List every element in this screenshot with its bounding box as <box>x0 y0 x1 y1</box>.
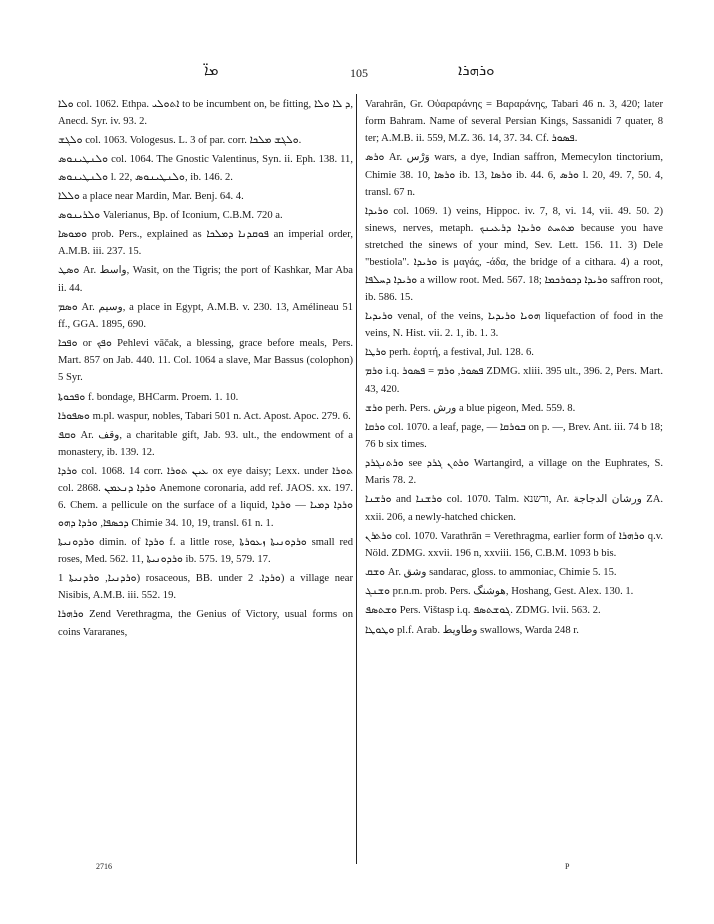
dictionary-entry: ܘܪܕܐ col. 1068. 14 corr. ܥܝܢ ܬܘܪܐ ox eye daisy; Lexx. under ܬܘܪܐ col. 2868. ܘܪܕܐ ܕܢܥܡܢ Anemone coronaria, add ref. JAOS. xx. 197. 6. Chem. a pellicule on the surface of a liquid, ܘܪܕܐ ܕܡܝܐ — ܘܪܕܐ ܕܟܣܦܐ, ܘܪܕܐ ܕܗܘ Chimie 34. 10, 19, transl. 61 n. 1. <box>58 466 353 529</box>
dictionary-entry: ܘܪܕܘܢܝܬܐ dimin. of ܘܪܕܐ f. a little rose, ܘܪܕܘܢܝܬܐ ܙܥܘܪܬܐ small red roses, Med. 562. 11, ܘܪܕܘܢܝܬܐ ib. 575. 19, 579. 17. <box>58 536 354 565</box>
dictionary-entry: ܘܛܘܛܐ pl.f. Arab. وطاويط swallows, Warda 248 r. <box>365 624 579 636</box>
dictionary-entry: ܘܣܛ Ar. واسط, Wasit, on the Tigris; the port of Kashkar, Mar Aba ii. 44. <box>58 265 353 294</box>
dictionary-entry: ܘܣܡ Ar. وسيم, a place in Egypt, A.M.B. v. 230. 13, Amélineau 51 ff., GGA. 1895, 690. <box>58 301 353 330</box>
dictionary-entry: ܘܪܗܪܐ Zend Verethragma, the Genius of Victory, usual forms on coins Vararanes, <box>58 609 353 638</box>
dictionary-entry: ܘܪܕܢܝܐ, ܘܪܕܢܝܬܐ 1) rosaceous, BB. under ܘܪܕܐ. 2) a village near Nisibis, A.M.B. iii. 552. 19. <box>58 573 353 602</box>
right-column <box>365 96 663 641</box>
signature-mark: 2716 <box>96 862 112 871</box>
dictionary-entry: ܘܪܣ Ar. وَرْس wars, a dye, Indian saffron, Memecylon tinctorium, Chimie 38. 10, ܘܪܣܐ ib. 13, ܘܪܣܐ ib. 44. 6, ܘܪܣ l. 20, 49. 7, 50. 4, transl. 67 n. <box>365 152 663 198</box>
dictionary-entry: ܘܣܦܘܪܐ m.pl. waspur, nobles, Tabari 501 n. Act. Apost. Apoc. 279. 6. <box>58 410 351 422</box>
dictionary-entry: ܘܡܘܣܐ prob. Pers., explained as ܦܘܩܕܢܐ ܕܡܠܟܐ an imperial order, A.M.B. iii. 237. 15. <box>58 229 353 258</box>
dictionary-entry: ܘܪܝܕܐ col. 1069. 1) veins, Hippoc. iv. 7, 8, vi. 14, vii. 49. 50. 2) sinews, nerves, metaph. ܡܬܚܬ ܘܪܝܕܐ ܕܪܥܝܢܟ because you have stretched the sinews of your mind, Sev. Lett. 156. 11. 3) Dele "bestiola". ܘܪܝܕܐ is μαγάς, -άδα, the bridge of a cithara. 4) a root, ܘܪܝܕܐ ܕܚܠܦܐ a willow root. Med. 567. 18; ܘܪܝܕܐ ܕܟܘܪܟܡܐ saffron root, ib. 586. 15. <box>365 205 664 303</box>
dictionary-entry: ܘܫܢܓ pr.n.m. prob. Pers. هوشنگ, Hoshang, Gest. Alex. 130. 1. <box>365 586 634 598</box>
dictionary-entry: ܘܫܩ Ar. وشق sandarac, gloss. to ammoniac, Chimie 5. 15. <box>365 567 617 579</box>
dictionary-entry: ܘܪܝܕܝܐ venal, of the veins, ܗܘܝܐ ܘܪܝܕܝܐ liquefaction of food in the veins, N. Hist. vii. 2. 1, ib. 1. 3. <box>365 310 664 340</box>
column-divider <box>356 94 357 864</box>
left-column <box>58 96 353 643</box>
dictionary-entry: ܘܦܟܐ or ܘܦܟ Pehlevi vāčak, a blessing, grace before meals, Pers. Mart. 857 on Jab. 440. 11. Col. 1064 a slave, Mar Bassus (colophon) 5 Syr. <box>58 338 353 384</box>
dictionary-entry: ܘܪܬܪܢ col. 1070. Varathrān = Verethragma, earlier form of ܘܪܗܪܐ q.v. Nöld. ZDMG. xxvii. 196 n, xxviii. 156, C.B.M. 1093 b bis. <box>365 530 663 559</box>
header-right-word: ܘܪܗܪܐ <box>458 63 495 79</box>
dictionary-entry: ܘܫܬܣܦ Pers. Vištasp i.q. ܓܘܫܬܣܦ. ZDMG. lvii. 563. 2. <box>365 605 601 617</box>
dictionary-entry: ܘܪܬܢܓܪܕ see ܘܪܬܢ ܓܪܕ Wartangird, a village on the Euphrates, S. Maris 78. 2. <box>365 458 663 487</box>
header-left-word: ܡܐ̈ <box>204 63 219 79</box>
dictionary-entry: ܘܪܫ perh. Pers. ورش a blue pigeon, Med. 559. 8. <box>365 402 576 414</box>
dictionary-entry: ܘܪܫܢܐ and ܘܪܫܢܐ col. 1070. Talm. ורשנא, Ar. ورشان الدجاجة ZA. xxii. 206, a newly-hatched chicken. <box>365 494 664 523</box>
dictionary-entry: ܘܪܩܐ col. 1070. a leaf, page, — ܒܘܪܩܐ on p. —, Brev. Ant. iii. 74 b 18; 76 b six times. <box>365 421 664 450</box>
dictionary-entry: ܘܠܐ col. 1062. Ethpa. ܐܬܘܠܝ to be incumbent on, be fitting, ܕ ܠܐ ܘܠܐ, Anecd. Syr. iv. 93. 2. <box>58 99 354 128</box>
dictionary-entry: ܘܠܪܝܢܘܣ Valerianus, Bp. of Iconium, C.B.M. 720 a. <box>58 209 283 221</box>
dictionary-entry: ܘܦܟܘܬܐ f. bondage, BHCarm. Proem. 1. 10. <box>58 391 239 403</box>
dictionary-entry: ܘܠܠܐ a place near Mardin, Mar. Benj. 64. 4. <box>58 190 244 202</box>
dictionary-entry: ܘܪܡ i.q. ܦܣܘܪ, ܘܪܡ = ܦܣܘܪ ZDMG. xliii. 395 ult., 396. 2, Pers. Mart. 43, 420. <box>365 366 663 395</box>
dictionary-entry: ܘܠܢܛܝܢܘܣ col. 1064. The Gnostic Valentinus, Syn. ii. Eph. 138. 11, ܘܠܢܛܝܢܘܣ l. 22, ܘܠܢܛܝܢܘܣ, ib. 146. 2. <box>58 154 353 183</box>
dictionary-entry: ܘܠܓܫ col. 1063. Vologesus. L. 3 of par. corr. ܘܠܓܫ ܡܠܟܐ. <box>58 135 302 147</box>
signature-letter: P <box>565 862 570 871</box>
page-number: 105 <box>350 66 368 80</box>
dictionary-entry: ܘܩܦ Ar. وقف, a charitable gift, Jab. 93. ult., the endowment of a monastery, ib. 139. 12. <box>58 429 354 458</box>
dictionary-entry: Varahrān, Gr. Οὐαραράνης = Βαραράνης, Tabari 46 n. 3, 420; later form Bahram. Name of several Persian Kings, Sassanidi 7 quater, 8 ter; A.M.B. ii. 559, M.Z. 36. 14, 37. 34. Cf. ܦܣܘܪ. <box>365 99 663 145</box>
dictionary-entry: ܘܪܛܐ perh. ἑορτή, a festival, Jul. 128. 6. <box>365 347 534 359</box>
